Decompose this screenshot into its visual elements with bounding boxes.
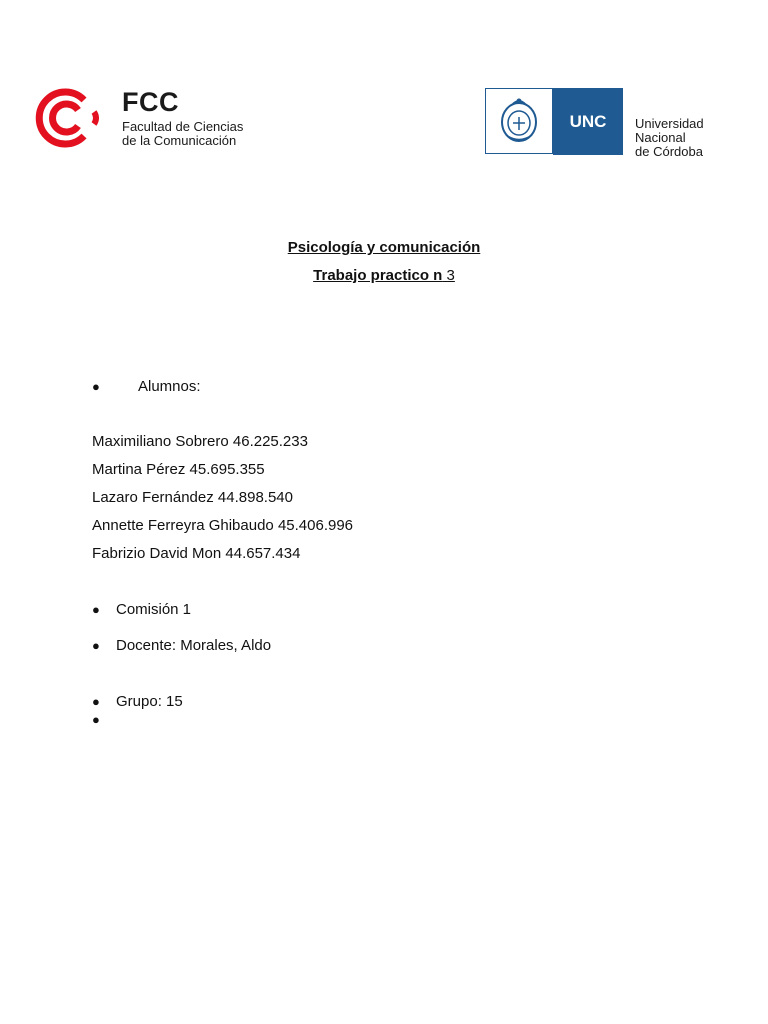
student-item: Maximiliano Sobrero 46.225.233	[92, 433, 308, 450]
docente-text: Docente: Morales, Aldo	[116, 637, 272, 654]
student-item: Lazaro Fernández 44.898.540	[92, 489, 293, 506]
bullet-icon: ●	[92, 712, 100, 727]
fcc-acronym: FCC	[122, 87, 179, 117]
comision-text: Comisión 1	[116, 601, 192, 618]
bullet-icon: ●	[92, 602, 100, 617]
comision-item	[92, 600, 191, 620]
fcc-logo	[28, 86, 248, 152]
bullet-icon: ●	[92, 638, 100, 653]
fcc-name-line2: de la Comunicación	[122, 133, 237, 148]
grupo-item	[92, 692, 183, 712]
subject-title: Psicología y comunicación	[287, 239, 481, 256]
alumnos-heading	[92, 378, 201, 396]
bullet-icon: ●	[92, 379, 100, 394]
unc-seal-frame	[485, 88, 553, 154]
student-item: Annette Ferreyra Ghibaudo 45.406.996	[92, 517, 354, 534]
fcc-logo-text	[122, 88, 243, 148]
student-item: Martina Pérez 45.695.355	[92, 461, 265, 478]
student-list	[92, 432, 353, 572]
alumnos-label: Alumnos:	[138, 378, 201, 395]
fcc-name-line1: Facultad de Ciencias	[122, 119, 244, 134]
title-block	[0, 238, 768, 286]
unc-name-line1: Universidad	[635, 116, 704, 131]
work-label: Trabajo practico n	[313, 267, 443, 284]
work-title	[0, 266, 768, 286]
bullet-icon: ●	[92, 694, 100, 709]
work-number: 3	[446, 267, 455, 284]
student-item: Fabrizio David Mon 44.657.434	[92, 545, 301, 562]
unc-seal-icon	[486, 89, 552, 153]
unc-acronym-block	[553, 88, 623, 155]
grupo-text: Grupo: 15	[116, 693, 183, 710]
unc-name-line2: Nacional	[635, 130, 686, 145]
unc-logo	[485, 88, 707, 159]
empty-item	[92, 710, 116, 730]
unc-acronym: UNC	[569, 111, 607, 131]
docente-item	[92, 636, 271, 656]
unc-name	[635, 117, 704, 159]
fcc-logo-mark-icon	[28, 86, 102, 150]
unc-name-line3: de Córdoba	[635, 144, 703, 159]
